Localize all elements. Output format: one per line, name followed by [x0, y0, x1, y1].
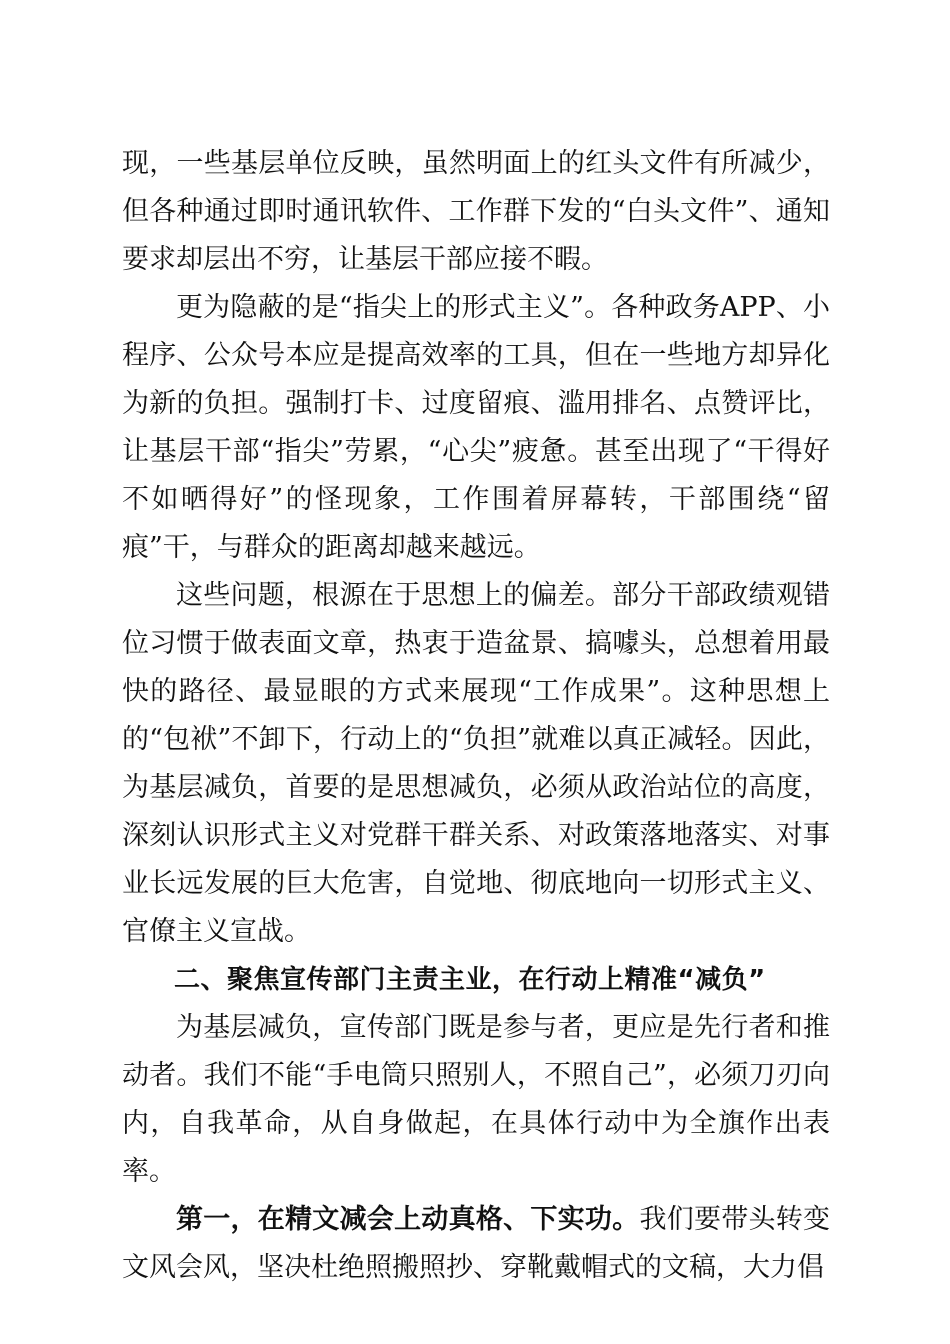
- paragraph-4: 为基层减负，宣传部门既是参与者，更应是先行者和推动者。我们不能“手电筒只照别人，不照自己”，必须刀刃向内，自我革命，从自身做起，在具体行动中为全旗作出表率。: [122, 1012, 830, 1187]
- document-page: [122, 140, 830, 1292]
- paragraph-2: 更为隐蔽的是“指尖上的形式主义”。各种政务APP、小程序、公众号本应是提高效率的工具，但在一些地方却异化为新的负担。强制打卡、过度留痕、滥用排名、点赞评比，让基层干部“指尖”劳累，“心尖”疲惫。甚至出现了“干得好不如晒得好”的怪现象，工作围着屏幕转，干部围绕“留痕”干，与群众的距离却越来越远。: [122, 292, 830, 563]
- paragraph-5: [122, 1196, 830, 1292]
- paragraph-1: 现，一些基层单位反映，虽然明面上的红头文件有所减少，但各种通过即时通讯软件、工作群下发的“白头文件”、通知要求却层出不穷，让基层干部应接不暇。: [122, 148, 830, 275]
- paragraph-3: 这些问题，根源在于思想上的偏差。部分干部政绩观错位习惯于做表面文章，热衷于造盆景、搞噱头，总想着用最快的路径、最显眼的方式来展现“工作成果”。这种思想上的“包袱”不卸下，行动上的“负担”就难以真正减轻。因此，为基层减负，首要的是思想减负，必须从政治站位的高度，深刻认识形式主义对党群干群关系、对政策落地落实、对事业长远发展的巨大危害，自觉地、彻底地向一切形式主义、官僚主义宣战。: [122, 580, 830, 947]
- section-heading-2: 二、聚焦宣传部门主责主业，在行动上精准“减负”: [174, 965, 766, 995]
- paragraph-5-lead: 第一，在精文减会上动真格、下实功。: [176, 1204, 640, 1235]
- paragraph-5-rest: 我们要带头转变文风会风，坚决杜绝照搬照抄、穿靴戴帽式的文稿，大力倡: [122, 1204, 831, 1283]
